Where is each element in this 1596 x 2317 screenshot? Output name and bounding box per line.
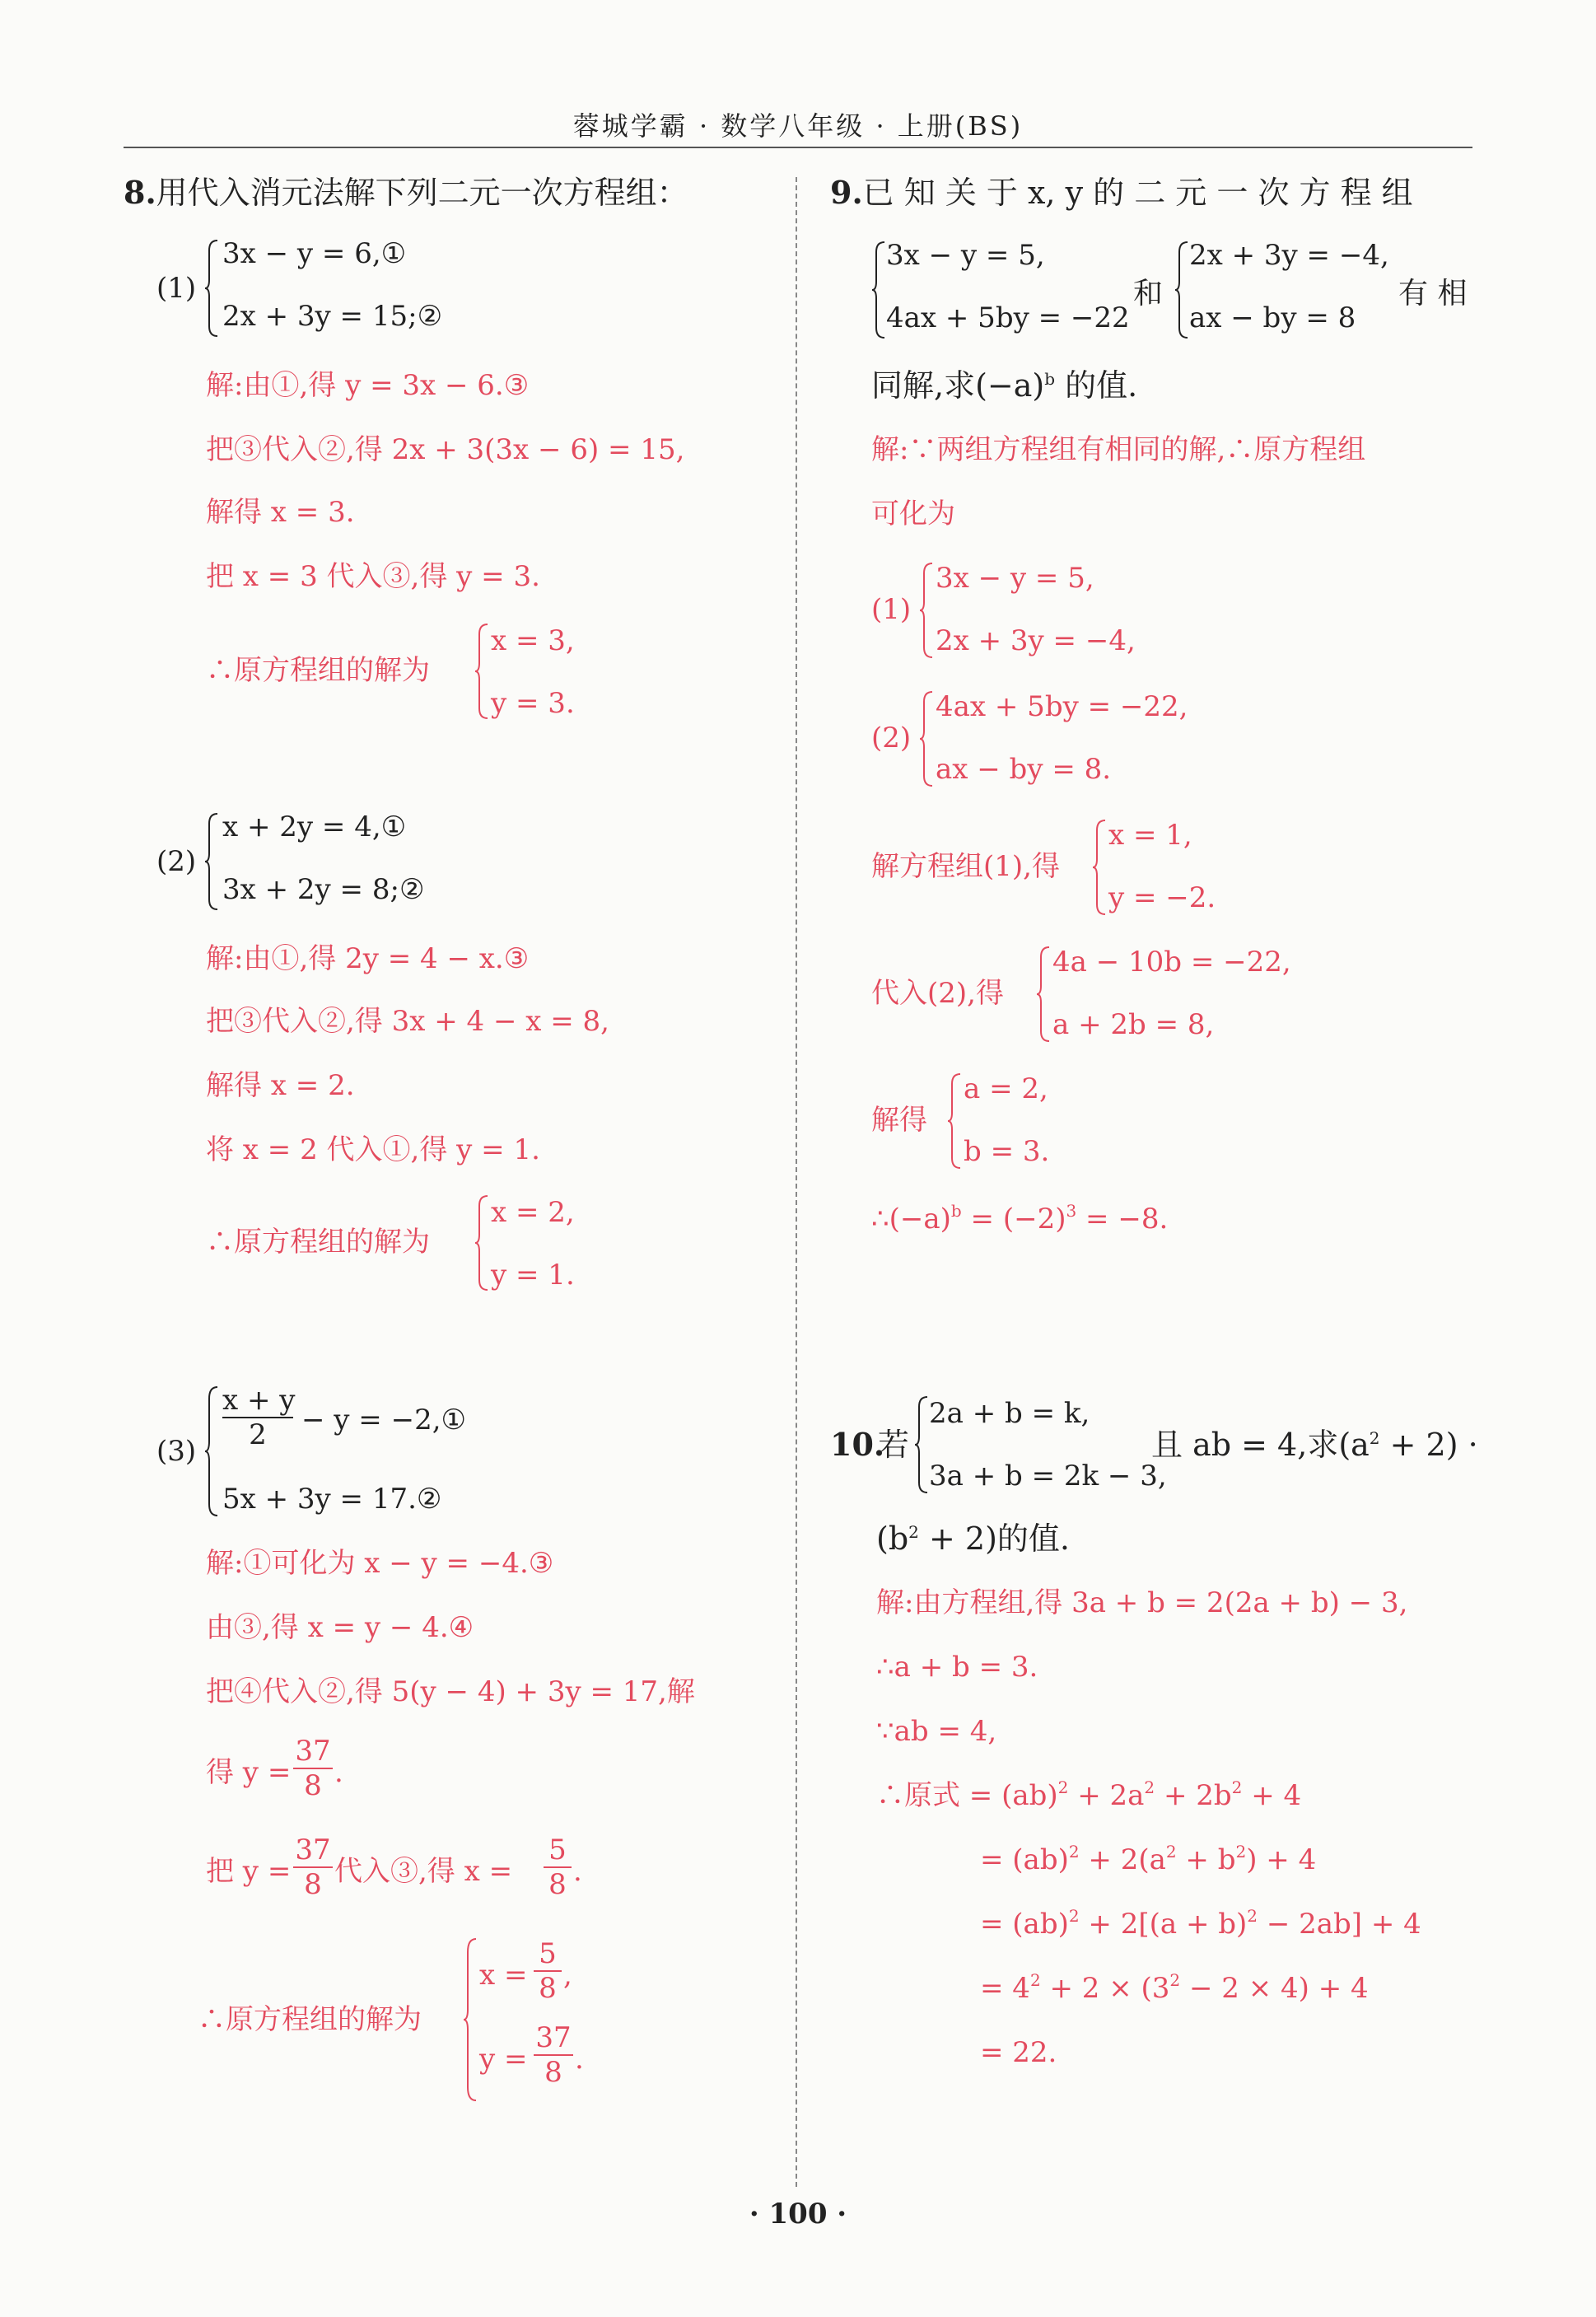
brace-icon: [204, 812, 221, 911]
q8-p1-label: (1): [156, 272, 197, 305]
brace-icon: [947, 1072, 964, 1170]
q8-p1-conclusion: [206, 623, 618, 722]
q8-p1-step1: 解:由①,得 y = 3x − 6.③: [206, 369, 530, 402]
q8-p2-step4: 将 x = 2 代入①,得 y = 1.: [206, 1133, 540, 1166]
q8-p3-fraction: x + y 2: [222, 1384, 296, 1451]
q8-p1-res1: x = 3,: [491, 624, 575, 657]
q9-substitute: 代入(2),得 4a − 10b = −22, a + 2b = 8,: [871, 946, 1291, 1041]
brace-icon: [474, 623, 491, 720]
q8-p2-conc-label: ∴原方程组的解为: [206, 1226, 430, 1259]
page-number: · 100 ·: [749, 2198, 847, 2231]
q9-systems: 3x − y = 5, 4ax + 5by = −22 和 2x + 3y = −4, ax − by = 8 有 相: [871, 239, 1481, 344]
q8-p1-step4: 把 x = 3 代入③,得 y = 3.: [206, 560, 540, 593]
q8-p2-res2: y = 1.: [491, 1259, 575, 1292]
q8-p3-eq2: 5x + 3y = 17.②: [222, 1483, 442, 1516]
q8-p3-conclusion: ∴原方程组的解为 x = 5 8 , y = 37 8 .: [198, 1937, 626, 2102]
q8-p2-step2: 把③代入②,得 3x + 4 − x = 8,: [206, 1005, 609, 1038]
header-rule: [124, 147, 1472, 148]
q8-p2-eq2: 3x + 2y = 8;②: [222, 873, 425, 906]
column-divider: [796, 177, 797, 2187]
q9-system1: (1) 3x − y = 5, 2x + 3y = −4,: [871, 562, 1136, 657]
brace-icon: [919, 690, 936, 787]
q8-p3-step3: 把④代入②,得 5(y − 4) + 3y = 17,解: [206, 1675, 695, 1708]
q8-p2-res1: x = 2,: [491, 1196, 575, 1229]
q8-p3-conc-label: ∴原方程组的解为: [198, 2003, 422, 2036]
q10-stem-line2: $(b^2 + 2)$的值.: [876, 1521, 1070, 1557]
q9-step2: 可化为: [871, 498, 955, 530]
q8-p1-system: [156, 237, 469, 344]
brace-icon: [1092, 819, 1108, 916]
q8-p3-step1: 解:①可化为 x − y = −4.③: [206, 1547, 554, 1580]
q9-final: $\therefore(-a)^b = (-2)^3 = -8$.: [871, 1201, 1169, 1236]
q9-solution1: 解方程组(1),得 x = 1, y = −2.: [871, 819, 1216, 914]
brace-icon: [919, 562, 936, 659]
q8-number: 8.: [124, 174, 156, 211]
q8-p2-system: [156, 810, 469, 918]
q8-p3-label: (3): [156, 1435, 197, 1468]
q9-number: 9.: [830, 174, 863, 211]
q10-step8: = 22.: [980, 2036, 1057, 2069]
q8-p1-step3: 解得 x = 3.: [206, 496, 355, 529]
q8-p1-eq1: 3x − y = 6,①: [222, 237, 407, 270]
q8-p2-step3: 解得 x = 2.: [206, 1069, 355, 1102]
page-header: 蓉城学霸 · 数学八年级 · 上册(BS): [572, 110, 1024, 142]
q8-p2-step1: 解:由①,得 2y = 4 − x.③: [206, 942, 530, 975]
q10-step3: ∵ab = 4,: [876, 1715, 997, 1748]
q8-p2-eq1: x + 2y = 4,①: [222, 810, 407, 843]
q10-step7: = $4^2 + 2 \times (3^2 - 2 \times 4) + 4$: [980, 1970, 1369, 2005]
q8-p1-res2: y = 3.: [491, 687, 575, 720]
q8-p3-step4: 得 y = 37 8 .: [206, 1735, 343, 1802]
q10-step6: = $(ab)^2 + 2[(a + b)^2 - 2ab] + 4$: [980, 1906, 1421, 1941]
brace-icon: [1174, 241, 1191, 339]
q10-number: 10.: [830, 1426, 885, 1463]
q9-stem: [830, 171, 1413, 214]
brace-icon: [871, 241, 888, 339]
q8-p1-eq2: 2x + 3y = 15;②: [222, 300, 443, 333]
q8-p2-conclusion: [206, 1194, 618, 1293]
q8-p1-step2: 把③代入②,得 2x + 3(3x − 6) = 15,: [206, 433, 685, 466]
q10-step2: ∴a + b = 3.: [876, 1651, 1038, 1684]
q10-stem: 10. 若 2a + b = k, 3a + b = 2k − 3, 且 ab = 4,求$(a^2 + 2)$ ·: [830, 1397, 1478, 1493]
q8-p1-conc-label: ∴原方程组的解为: [206, 654, 430, 687]
q10-step1: 解:由方程组,得 3a + b = 2(2a + b) − 3,: [876, 1586, 1408, 1619]
brace-icon: [1036, 946, 1052, 1043]
brace-icon: [914, 1395, 931, 1494]
q9-step1: 解:∵两组方程组有相同的解,∴原方程组: [871, 433, 1366, 466]
brace-icon: [204, 239, 221, 338]
q8-p3-eq1-rest: − y = −2,①: [301, 1404, 467, 1436]
q10-step4: ∴原式 = $(ab)^2 + 2a^2 + 2b^2 + 4$: [876, 1777, 1302, 1812]
q8-p3-step5: 把 y = 37 8 代入③,得 x = 5 8 .: [206, 1834, 582, 1901]
q10-step5: = $(ab)^2 + 2(a^2 + b^2) + 4$: [980, 1842, 1317, 1876]
q9-solution2: 解得 a = 2, b = 3.: [871, 1072, 1050, 1168]
q9-stem-line2: 同解,求$(-a)^b$ 的值.: [871, 367, 1138, 404]
q8-p2-label: (2): [156, 845, 197, 878]
q8-stem-text: 用代入消元法解下列二元一次方程组：: [156, 175, 688, 211]
brace-icon: [204, 1385, 221, 1517]
brace-icon: [463, 1937, 479, 2102]
q9-system2: (2) 4ax + 5by = −22, ax − by = 8.: [871, 690, 1188, 786]
q8-stem: [124, 171, 688, 214]
q9-stem-text: 已 知 关 于 x, y 的 二 元 一 次 方 程 组: [862, 175, 1413, 211]
q8-p3-system: [156, 1384, 535, 1522]
brace-icon: [474, 1194, 491, 1292]
q8-p3-step2: 由③,得 x = y − 4.④: [206, 1611, 474, 1644]
